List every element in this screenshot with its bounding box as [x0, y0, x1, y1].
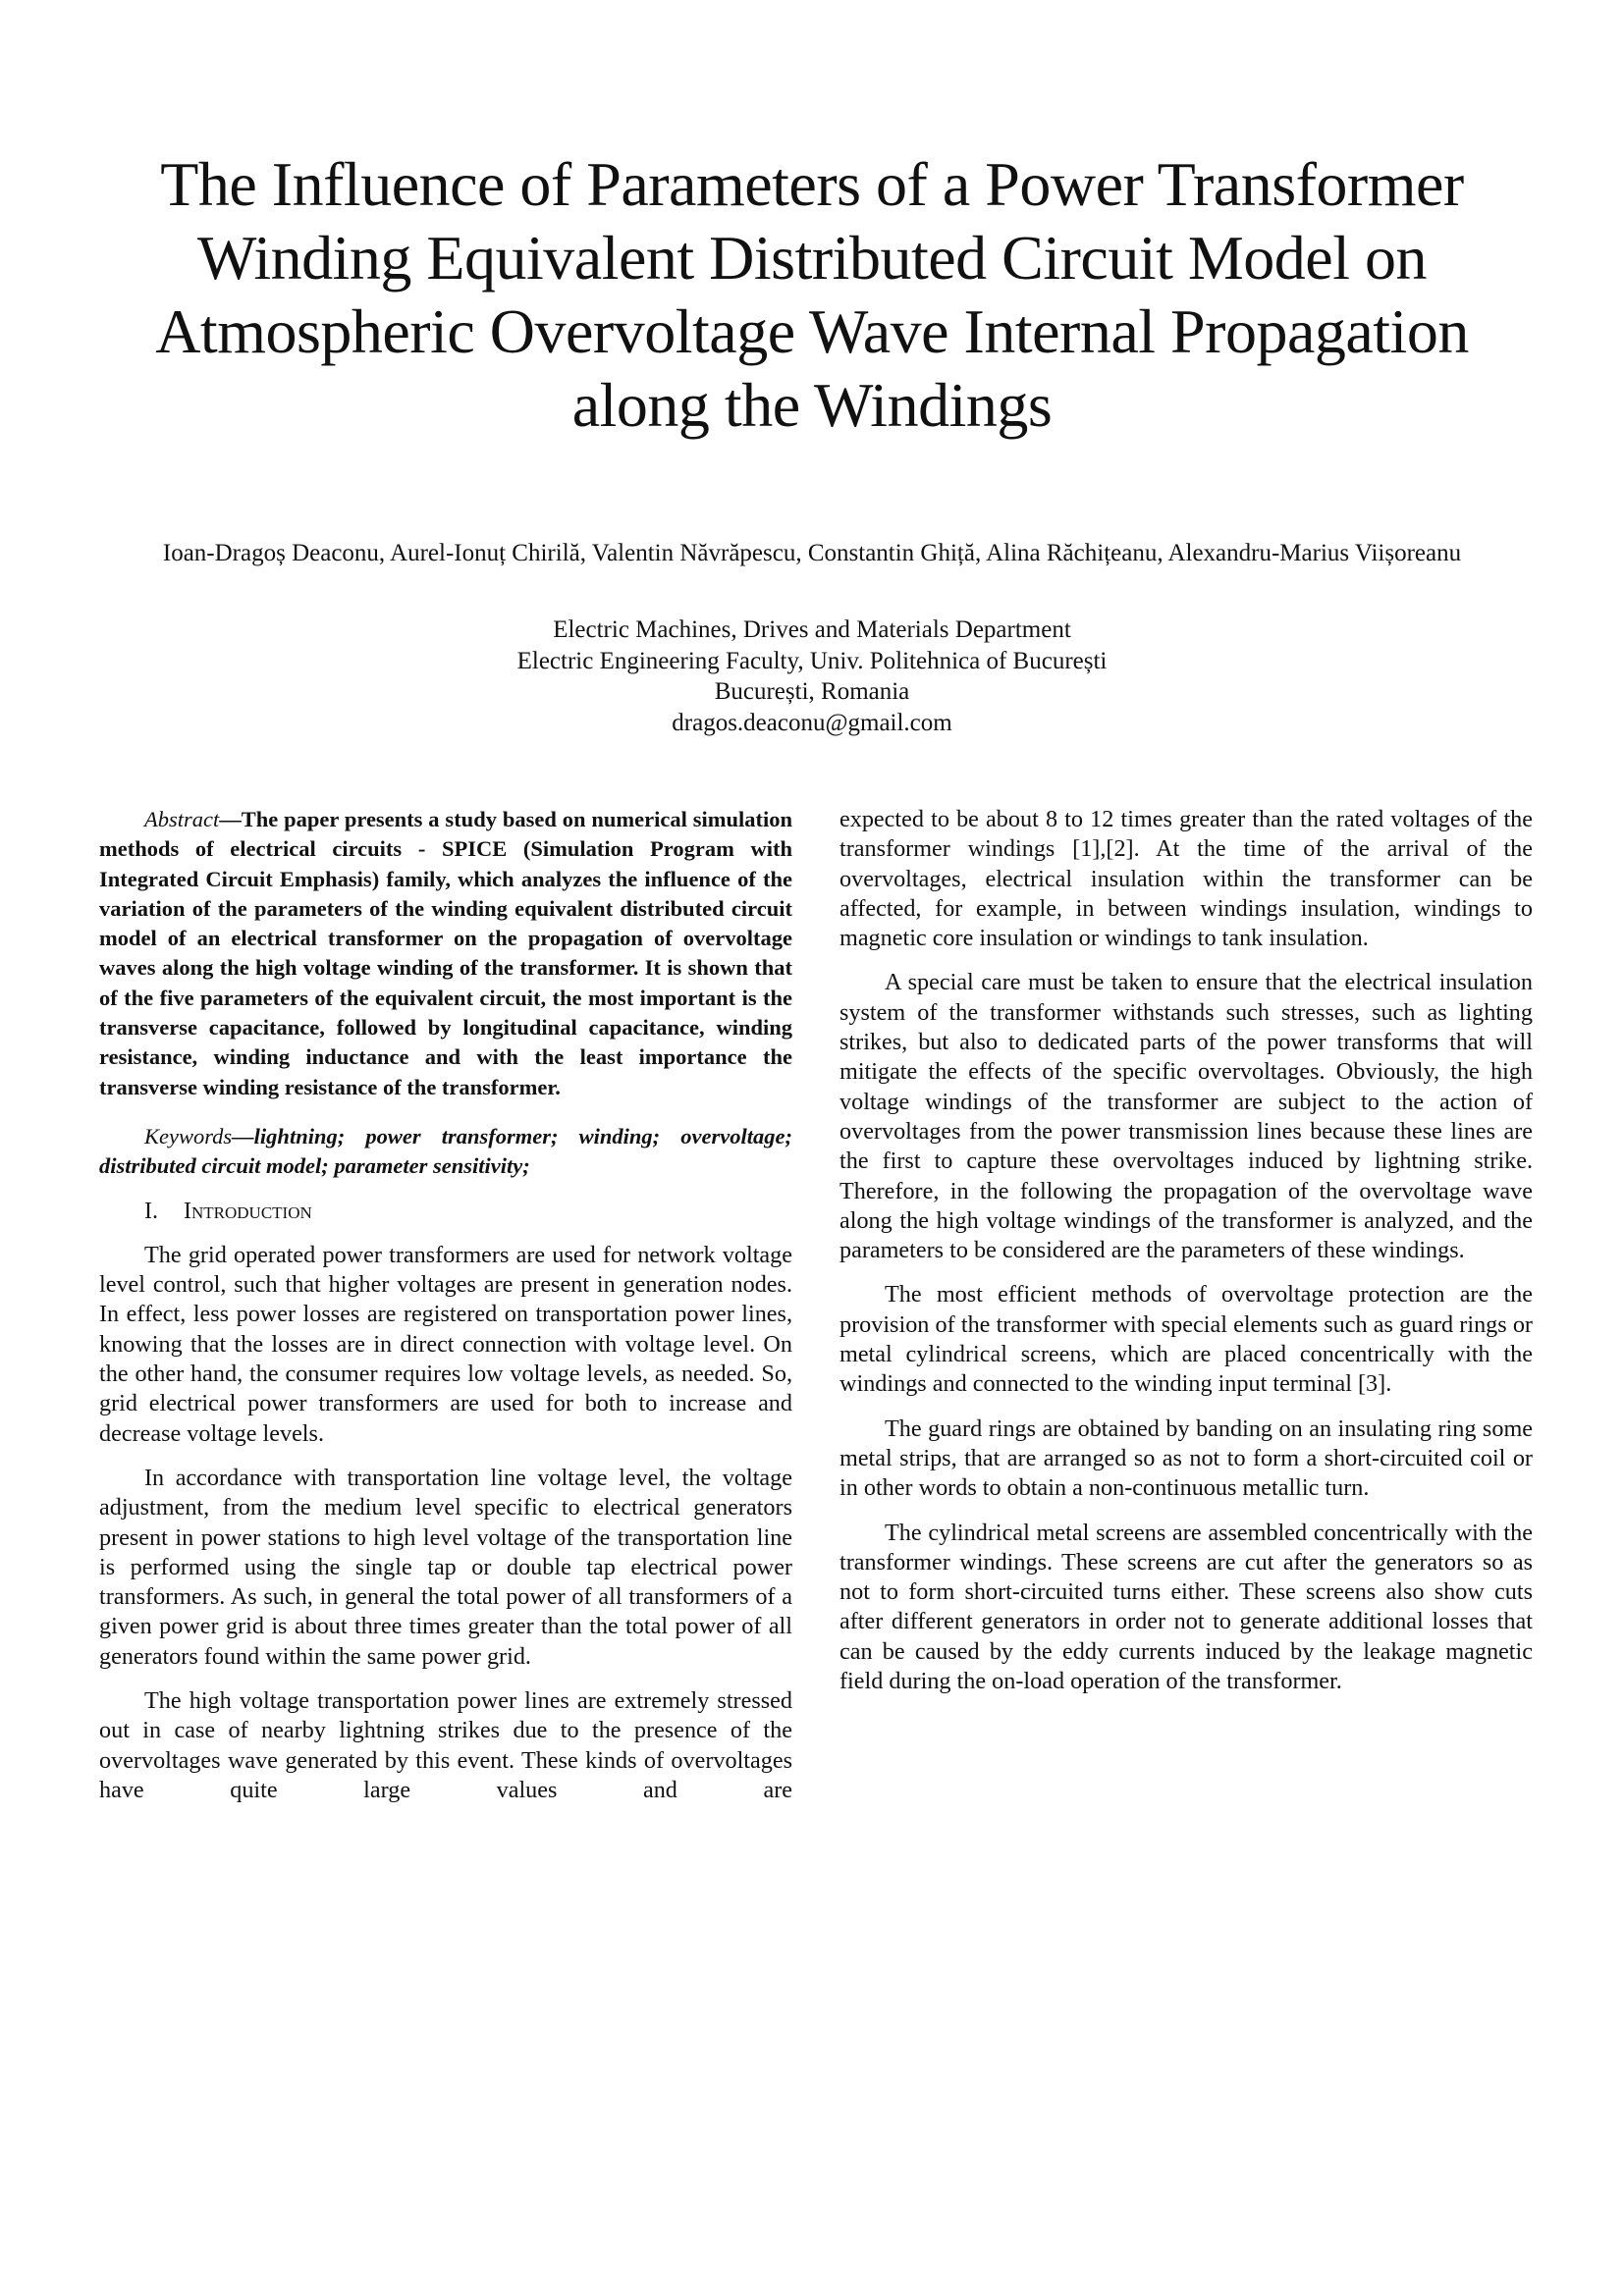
- title-line: Winding Equivalent Distributed Circuit Model on: [197, 223, 1427, 293]
- right-column: [839, 805, 1533, 1711]
- keywords-label: Keywords: [144, 1123, 233, 1148]
- paragraph: In accordance with transportation line voltage level, the voltage adjustment, from the medium level specific to electrical generators present in power stations to high level voltage of the transportation line is performed using the single tap or double tap electrical power transformers. As such, in general the total power of all transformers of a given power grid is about three times greater than the total power of all generators found within the same power grid.: [99, 1464, 792, 1670]
- paragraph: The cylindrical metal screens are assembled concentrically with the transformer windings. These screens are cut after the generators so as not to form short-circuited turns either. These screens also show cuts after different generators in order not to generate additional losses that can be caused by the eddy currents induced by the leakage magnetic field during the on-load operation of the transformer.: [839, 1519, 1533, 1695]
- abstract-label: Abstract: [144, 807, 220, 831]
- affiliation-department: Electric Machines, Drives and Materials Department: [553, 616, 1071, 643]
- paragraph: The grid operated power transformers are used for network voltage level control, such that higher voltages are present in generation nodes. In effect, less power losses are registered on transportation power lines, knowing that the losses are in direct connection with voltage level. On the other hand, the consumer requires low voltage levels, as needed. So, grid electrical power transformers are used for both to increase and decrease voltage levels.: [99, 1241, 792, 1447]
- title-line: The Influence of Parameters of a Power Transformer: [160, 149, 1464, 219]
- paragraph: The high voltage transportation power lines are extremely stressed out in case of nearby lightning strikes due to the presence of the overvoltages wave generated by this event. These kinds of overvoltages have quite large values and are: [99, 1687, 792, 1803]
- paper-title: [59, 147, 1565, 442]
- abstract-dash: —: [219, 807, 242, 831]
- section-number: I.: [144, 1198, 158, 1224]
- paragraph-continued: expected to be about 8 to 12 times greater than the rated voltages of the transformer windings [1],[2]. At the time of the arrival of the overvoltages, electrical insulation within the transformer can be affected, for example, in between windings insulation, windings to magnetic core insulation or windings to tank insulation.: [839, 806, 1533, 952]
- section-title: Introduction: [184, 1198, 312, 1224]
- author-list: Ioan-Dragoș Deaconu, Aurel-Ionuț Chirilă, Valentin Năvrăpescu, Constantin Ghiță, Alina Răchițeanu, Alexandru-Marius Viișoreanu: [162, 540, 1462, 566]
- left-column: [99, 805, 792, 1820]
- paragraph: The most efficient methods of overvoltage protection are the provision of the transformer with special elements such as guard rings or metal cylindrical screens, which are placed concentrically with the windings and connected to the winding input terminal [3].: [839, 1281, 1533, 1398]
- keywords-text: lightning; power transformer; winding; overvoltage; distributed circuit model; parameter sensitivity;: [99, 1123, 792, 1179]
- title-line: Atmospheric Overvoltage Wave Internal Propagation: [155, 296, 1469, 366]
- affiliation-block: [98, 614, 1526, 738]
- affiliation-faculty: Electric Engineering Faculty, Univ. Politehnica of București: [516, 647, 1108, 674]
- paragraph: A special care must be taken to ensure that the electrical insulation system of the transformer withstands such stresses, such as lighting strikes, but also to dedicated parts of the power transforms that will mitigate the effects of the specific overvoltages. Obviously, the high voltage windings of the transformer are subject to the action of overvoltages from the power transmission lines because these lines are the first to capture these overvoltages induced by lightning strike. Therefore, in the following the propagation of the overvoltage wave along the high voltage windings of the transformer is analyzed, and the parameters to be considered are the parameters of these windings.: [839, 969, 1533, 1264]
- abstract: [99, 805, 792, 1102]
- title-line: along the Windings: [571, 370, 1053, 440]
- abstract-text: The paper presents a study based on numerical simulation methods of electrical circuits - SPICE (Simulation Program with Integrated Circuit Emphasis) family, which analyzes the influence of the variation of the parameters of the winding equivalent distributed circuit model of an electrical transformer on the propagation of overvoltage waves along the high voltage winding of the transformer. It is shown that of the five parameters of the equivalent circuit, the most important is the transverse capacitance, followed by longitudinal capacitance, winding resistance, winding inductance and with the least importance the transverse winding resistance of the transformer.: [99, 807, 792, 1099]
- paragraph: The guard rings are obtained by banding on an insulating ring some metal strips, that are arranged so as not to form a short-circuited coil or in other words to obtain a non-continuous metallic turn.: [839, 1415, 1533, 1502]
- author-email: dragos.deaconu@gmail.com: [672, 709, 952, 736]
- keywords-dash: —: [232, 1123, 254, 1148]
- affiliation-location: București, Romania: [714, 678, 910, 705]
- section-heading-introduction: [99, 1197, 792, 1226]
- keywords: [99, 1122, 792, 1182]
